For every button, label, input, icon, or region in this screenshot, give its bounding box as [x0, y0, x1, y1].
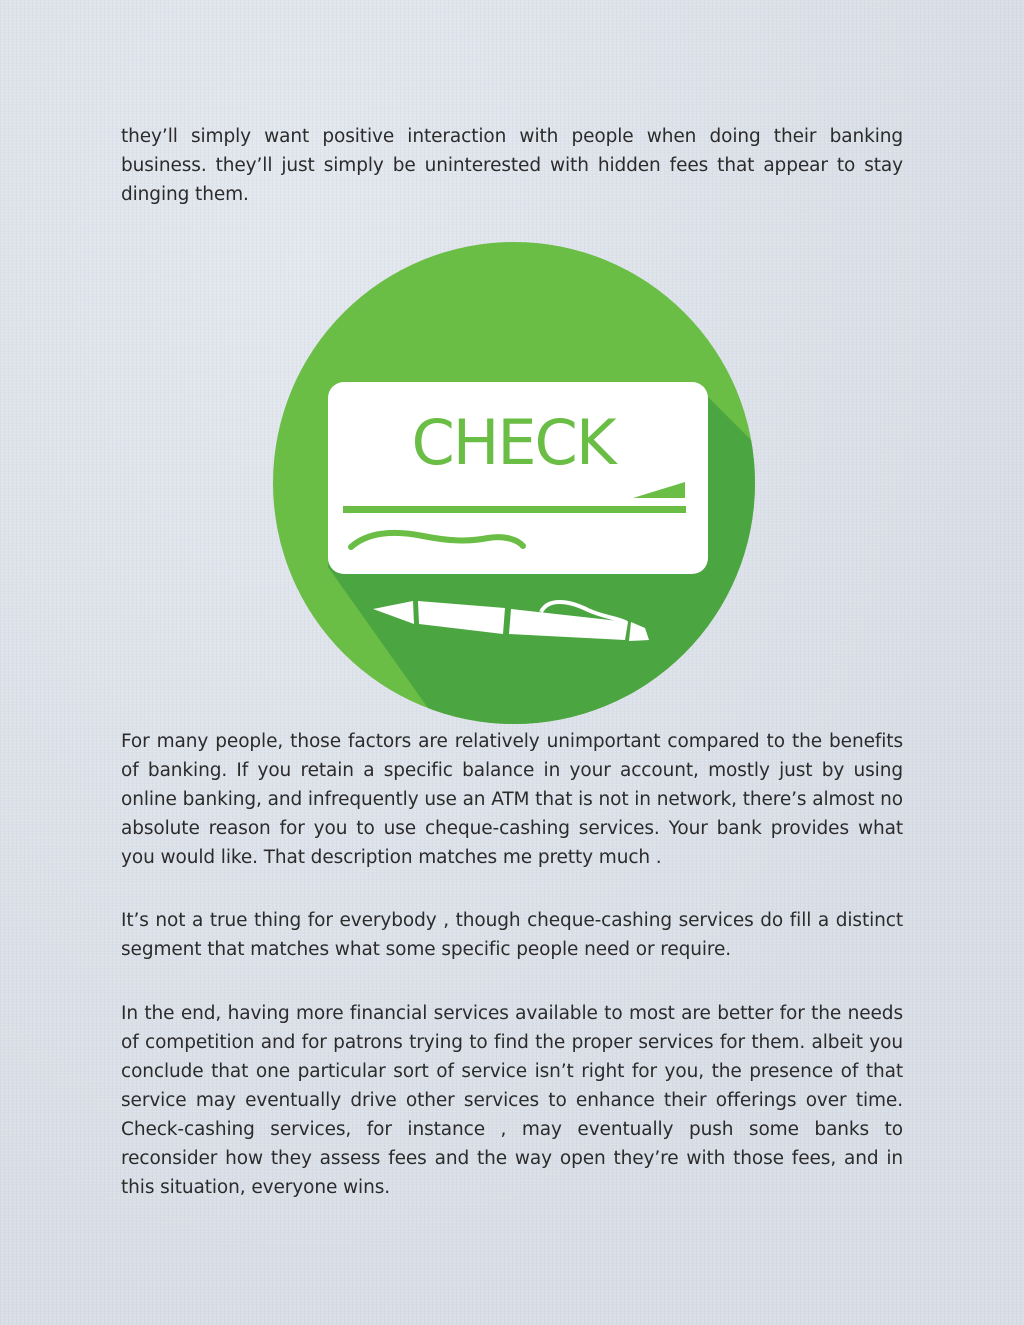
check-icon: [273, 242, 755, 724]
paragraph-benefits: For many people, those factors are relatively unimportant compared to the benefits of banking. If you retain a specific balance in your account, mostly just by using online banking, and infrequently use an ATM that is not in network, there’s almost no absolute reason for you to use cheque-cashing services. Your bank provides what you would like. That description matches me pretty much .: [121, 731, 903, 868]
check-illustration: [273, 242, 755, 724]
paragraph-intro: they’ll simply want positive interaction with people when doing their banking business. they’ll just simply be uninterested with hidden fees that appear to stay dinging them.: [121, 126, 903, 205]
paragraph-conclusion: In the end, having more financial services available to most are better for the needs of competition and for patrons trying to find the proper services for them. albeit you conclude that one particular sort of service isn’t right for you, the presence of that service may eventually drive other services to enhance their offerings over time. Check-cashing services, for instance , may eventually push some banks to reconsider how they assess fees and the way open they’re with those fees, and in this situation, everyone wins.: [121, 1003, 903, 1198]
paragraph-segment: It’s not a true thing for everybody , though cheque-cashing services do fill a distinct segment that matches what some specific people need or require.: [121, 910, 903, 960]
payee-line: [343, 506, 686, 513]
check-label: CHECK: [411, 406, 615, 479]
